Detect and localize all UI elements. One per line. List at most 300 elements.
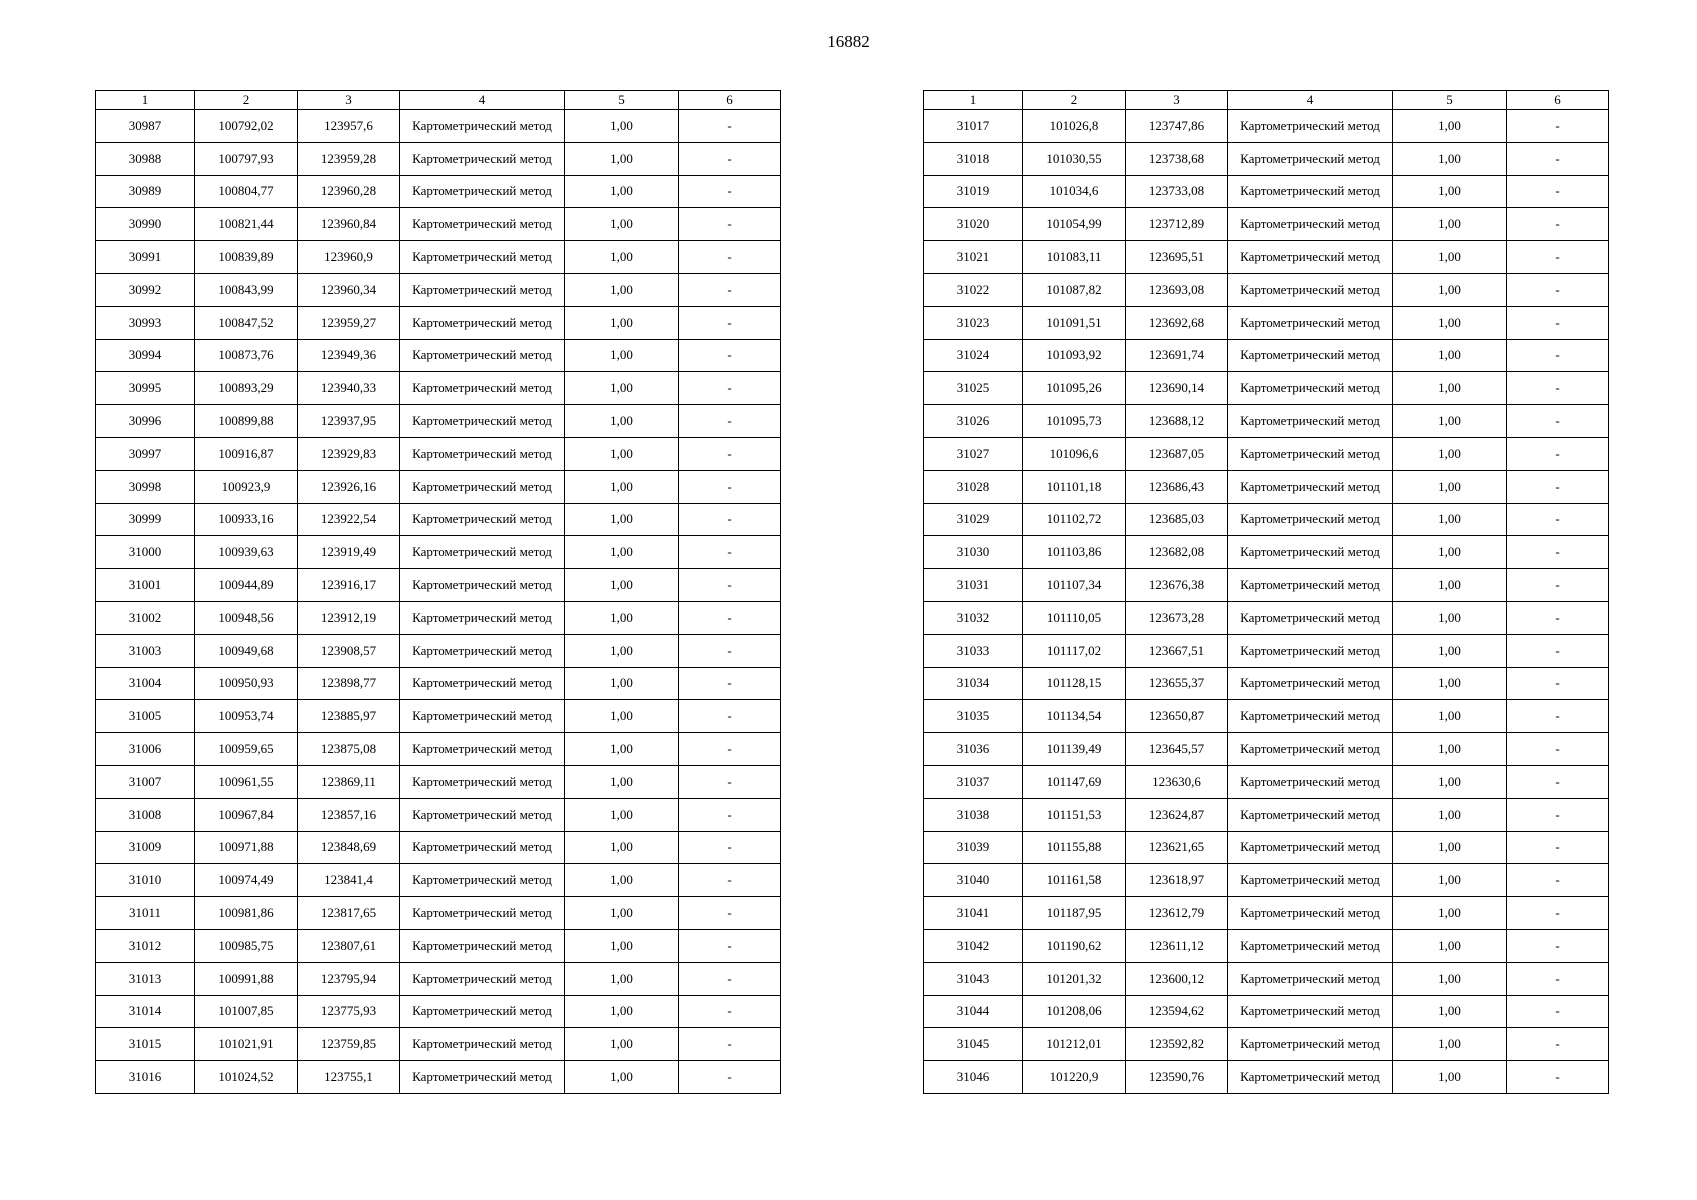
note-cell: - (679, 110, 781, 143)
y-coordinate-cell: 123841,4 (298, 864, 400, 897)
x-coordinate-cell: 101030,55 (1023, 142, 1126, 175)
method-cell: Картометрический метод (1228, 1061, 1393, 1094)
point-number-cell: 31021 (924, 241, 1023, 274)
accuracy-cell: 1,00 (565, 995, 679, 1028)
y-coordinate-cell: 123682,08 (1126, 536, 1228, 569)
table-row (96, 273, 781, 306)
note-cell: - (1507, 995, 1609, 1028)
y-coordinate-cell: 123817,65 (298, 897, 400, 930)
point-number-cell: 31044 (924, 995, 1023, 1028)
table-row (924, 110, 1609, 143)
method-cell: Картометрический метод (1228, 175, 1393, 208)
accuracy-cell: 1,00 (565, 208, 679, 241)
y-coordinate-cell: 123857,16 (298, 798, 400, 831)
x-coordinate-cell: 100981,86 (195, 897, 298, 930)
accuracy-cell: 1,00 (1393, 241, 1507, 274)
note-cell: - (679, 733, 781, 766)
x-coordinate-cell: 101212,01 (1023, 1028, 1126, 1061)
point-number-cell: 31025 (924, 372, 1023, 405)
y-coordinate-cell: 123848,69 (298, 831, 400, 864)
method-cell: Картометрический метод (400, 1061, 565, 1094)
method-cell: Картометрический метод (1228, 897, 1393, 930)
table-row (924, 962, 1609, 995)
method-cell: Картометрический метод (1228, 437, 1393, 470)
method-cell: Картометрический метод (400, 405, 565, 438)
table-row (924, 929, 1609, 962)
note-cell: - (679, 929, 781, 962)
column-header-2: 2 (195, 91, 298, 110)
y-coordinate-cell: 123875,08 (298, 733, 400, 766)
accuracy-cell: 1,00 (1393, 470, 1507, 503)
x-coordinate-cell: 101083,11 (1023, 241, 1126, 274)
method-cell: Картометрический метод (1228, 929, 1393, 962)
y-coordinate-cell: 123957,6 (298, 110, 400, 143)
x-coordinate-cell: 100821,44 (195, 208, 298, 241)
method-cell: Картометрический метод (1228, 273, 1393, 306)
accuracy-cell: 1,00 (565, 1028, 679, 1061)
accuracy-cell: 1,00 (1393, 372, 1507, 405)
note-cell: - (1507, 142, 1609, 175)
table-row (924, 142, 1609, 175)
method-cell: Картометрический метод (400, 667, 565, 700)
x-coordinate-cell: 100953,74 (195, 700, 298, 733)
note-cell: - (679, 634, 781, 667)
note-cell: - (1507, 798, 1609, 831)
table-row (96, 634, 781, 667)
y-coordinate-cell: 123912,19 (298, 601, 400, 634)
x-coordinate-cell: 100991,88 (195, 962, 298, 995)
point-number-cell: 30997 (96, 437, 195, 470)
note-cell: - (1507, 1028, 1609, 1061)
point-number-cell: 31017 (924, 110, 1023, 143)
method-cell: Картометрический метод (400, 798, 565, 831)
method-cell: Картометрический метод (400, 995, 565, 1028)
note-cell: - (1507, 241, 1609, 274)
method-cell: Картометрический метод (400, 175, 565, 208)
accuracy-cell: 1,00 (1393, 306, 1507, 339)
point-number-cell: 31024 (924, 339, 1023, 372)
accuracy-cell: 1,00 (1393, 1028, 1507, 1061)
y-coordinate-cell: 123667,51 (1126, 634, 1228, 667)
method-cell: Картометрический метод (1228, 569, 1393, 602)
x-coordinate-cell: 100948,56 (195, 601, 298, 634)
method-cell: Картометрический метод (1228, 765, 1393, 798)
note-cell: - (1507, 208, 1609, 241)
table-row (96, 700, 781, 733)
point-number-cell: 31031 (924, 569, 1023, 602)
y-coordinate-cell: 123926,16 (298, 470, 400, 503)
accuracy-cell: 1,00 (1393, 864, 1507, 897)
note-cell: - (679, 372, 781, 405)
point-number-cell: 31033 (924, 634, 1023, 667)
y-coordinate-cell: 123612,79 (1126, 897, 1228, 930)
table-row (924, 864, 1609, 897)
x-coordinate-cell: 100949,68 (195, 634, 298, 667)
column-header-3: 3 (1126, 91, 1228, 110)
method-cell: Картометрический метод (1228, 601, 1393, 634)
y-coordinate-cell: 123949,36 (298, 339, 400, 372)
y-coordinate-cell: 123807,61 (298, 929, 400, 962)
point-number-cell: 31011 (96, 897, 195, 930)
point-number-cell: 30989 (96, 175, 195, 208)
table-row (924, 241, 1609, 274)
table-row (96, 175, 781, 208)
y-coordinate-cell: 123908,57 (298, 634, 400, 667)
method-cell: Картометрический метод (400, 470, 565, 503)
y-coordinate-cell: 123712,89 (1126, 208, 1228, 241)
x-coordinate-cell: 101117,02 (1023, 634, 1126, 667)
method-cell: Картометрический метод (1228, 405, 1393, 438)
table-row (96, 831, 781, 864)
x-coordinate-cell: 101095,73 (1023, 405, 1126, 438)
y-coordinate-cell: 123922,54 (298, 503, 400, 536)
table-row (96, 437, 781, 470)
point-number-cell: 31042 (924, 929, 1023, 962)
method-cell: Картометрический метод (1228, 470, 1393, 503)
x-coordinate-cell: 100873,76 (195, 339, 298, 372)
method-cell: Картометрический метод (1228, 995, 1393, 1028)
note-cell: - (679, 503, 781, 536)
table-row (96, 110, 781, 143)
point-number-cell: 31043 (924, 962, 1023, 995)
method-cell: Картометрический метод (400, 962, 565, 995)
y-coordinate-cell: 123630,6 (1126, 765, 1228, 798)
note-cell: - (679, 273, 781, 306)
x-coordinate-cell: 100847,52 (195, 306, 298, 339)
point-number-cell: 31014 (96, 995, 195, 1028)
y-coordinate-cell: 123916,17 (298, 569, 400, 602)
point-number-cell: 31006 (96, 733, 195, 766)
x-coordinate-cell: 100967,84 (195, 798, 298, 831)
x-coordinate-cell: 100974,49 (195, 864, 298, 897)
x-coordinate-cell: 101107,34 (1023, 569, 1126, 602)
accuracy-cell: 1,00 (565, 142, 679, 175)
column-header-1: 1 (96, 91, 195, 110)
y-coordinate-cell: 123645,57 (1126, 733, 1228, 766)
y-coordinate-cell: 123618,97 (1126, 864, 1228, 897)
note-cell: - (1507, 437, 1609, 470)
note-cell: - (1507, 634, 1609, 667)
point-number-cell: 31041 (924, 897, 1023, 930)
point-number-cell: 31000 (96, 536, 195, 569)
note-cell: - (679, 405, 781, 438)
table-row (96, 995, 781, 1028)
note-cell: - (1507, 273, 1609, 306)
table-row (924, 503, 1609, 536)
accuracy-cell: 1,00 (1393, 601, 1507, 634)
y-coordinate-cell: 123937,95 (298, 405, 400, 438)
method-cell: Картометрический метод (400, 765, 565, 798)
point-number-cell: 31038 (924, 798, 1023, 831)
y-coordinate-cell: 123691,74 (1126, 339, 1228, 372)
x-coordinate-cell: 101187,95 (1023, 897, 1126, 930)
y-coordinate-cell: 123869,11 (298, 765, 400, 798)
note-cell: - (1507, 962, 1609, 995)
table-row (924, 569, 1609, 602)
x-coordinate-cell: 101101,18 (1023, 470, 1126, 503)
note-cell: - (1507, 569, 1609, 602)
method-cell: Картометрический метод (1228, 634, 1393, 667)
x-coordinate-cell: 100804,77 (195, 175, 298, 208)
table-row (924, 405, 1609, 438)
note-cell: - (1507, 733, 1609, 766)
y-coordinate-cell: 123919,49 (298, 536, 400, 569)
table-row (924, 733, 1609, 766)
table-row (924, 536, 1609, 569)
y-coordinate-cell: 123959,28 (298, 142, 400, 175)
table-row (96, 372, 781, 405)
table-row (96, 897, 781, 930)
table-row (924, 1061, 1609, 1094)
x-coordinate-cell: 100985,75 (195, 929, 298, 962)
accuracy-cell: 1,00 (1393, 1061, 1507, 1094)
page-number: 16882 (827, 32, 870, 51)
accuracy-cell: 1,00 (1393, 929, 1507, 962)
table-row (924, 339, 1609, 372)
point-number-cell: 31023 (924, 306, 1023, 339)
accuracy-cell: 1,00 (565, 897, 679, 930)
note-cell: - (679, 339, 781, 372)
x-coordinate-cell: 100792,02 (195, 110, 298, 143)
column-header-2: 2 (1023, 91, 1126, 110)
y-coordinate-cell: 123695,51 (1126, 241, 1228, 274)
method-cell: Картометрический метод (1228, 798, 1393, 831)
column-header-6: 6 (679, 91, 781, 110)
y-coordinate-cell: 123960,28 (298, 175, 400, 208)
note-cell: - (1507, 372, 1609, 405)
x-coordinate-cell: 101007,85 (195, 995, 298, 1028)
y-coordinate-cell: 123960,84 (298, 208, 400, 241)
note-cell: - (1507, 929, 1609, 962)
table-row (96, 601, 781, 634)
note-cell: - (679, 798, 781, 831)
method-cell: Картометрический метод (400, 601, 565, 634)
point-number-cell: 31039 (924, 831, 1023, 864)
table-row (96, 241, 781, 274)
method-cell: Картометрический метод (400, 372, 565, 405)
accuracy-cell: 1,00 (565, 864, 679, 897)
point-number-cell: 31004 (96, 667, 195, 700)
note-cell: - (679, 208, 781, 241)
y-coordinate-cell: 123747,86 (1126, 110, 1228, 143)
note-cell: - (679, 831, 781, 864)
point-number-cell: 31029 (924, 503, 1023, 536)
table-row (96, 733, 781, 766)
accuracy-cell: 1,00 (565, 962, 679, 995)
x-coordinate-cell: 100959,65 (195, 733, 298, 766)
accuracy-cell: 1,00 (1393, 536, 1507, 569)
method-cell: Картометрический метод (400, 273, 565, 306)
point-number-cell: 31008 (96, 798, 195, 831)
note-cell: - (679, 470, 781, 503)
note-cell: - (1507, 897, 1609, 930)
x-coordinate-cell: 101093,92 (1023, 339, 1126, 372)
note-cell: - (679, 569, 781, 602)
method-cell: Картометрический метод (1228, 306, 1393, 339)
y-coordinate-cell: 123733,08 (1126, 175, 1228, 208)
accuracy-cell: 1,00 (565, 273, 679, 306)
column-header-5: 5 (565, 91, 679, 110)
accuracy-cell: 1,00 (565, 634, 679, 667)
column-header-4: 4 (1228, 91, 1393, 110)
table-header-row (96, 91, 781, 110)
y-coordinate-cell: 123898,77 (298, 667, 400, 700)
table-row (924, 437, 1609, 470)
accuracy-cell: 1,00 (1393, 733, 1507, 766)
point-number-cell: 31037 (924, 765, 1023, 798)
note-cell: - (1507, 306, 1609, 339)
x-coordinate-cell: 100939,63 (195, 536, 298, 569)
note-cell: - (1507, 536, 1609, 569)
y-coordinate-cell: 123590,76 (1126, 1061, 1228, 1094)
accuracy-cell: 1,00 (1393, 897, 1507, 930)
note-cell: - (679, 142, 781, 175)
table-row (924, 175, 1609, 208)
method-cell: Картометрический метод (1228, 110, 1393, 143)
y-coordinate-cell: 123960,34 (298, 273, 400, 306)
table-row (96, 962, 781, 995)
accuracy-cell: 1,00 (565, 175, 679, 208)
x-coordinate-cell: 101201,32 (1023, 962, 1126, 995)
method-cell: Картометрический метод (1228, 503, 1393, 536)
note-cell: - (679, 241, 781, 274)
accuracy-cell: 1,00 (565, 470, 679, 503)
accuracy-cell: 1,00 (565, 601, 679, 634)
accuracy-cell: 1,00 (565, 831, 679, 864)
accuracy-cell: 1,00 (1393, 667, 1507, 700)
table-row (96, 798, 781, 831)
x-coordinate-cell: 101110,05 (1023, 601, 1126, 634)
point-number-cell: 31007 (96, 765, 195, 798)
method-cell: Картометрический метод (1228, 700, 1393, 733)
y-coordinate-cell: 123673,28 (1126, 601, 1228, 634)
method-cell: Картометрический метод (400, 437, 565, 470)
method-cell: Картометрический метод (1228, 208, 1393, 241)
table-row (924, 831, 1609, 864)
x-coordinate-cell: 101147,69 (1023, 765, 1126, 798)
accuracy-cell: 1,00 (1393, 700, 1507, 733)
point-number-cell: 30988 (96, 142, 195, 175)
x-coordinate-cell: 100893,29 (195, 372, 298, 405)
accuracy-cell: 1,00 (565, 372, 679, 405)
table-row (96, 306, 781, 339)
note-cell: - (1507, 110, 1609, 143)
table-row (924, 372, 1609, 405)
method-cell: Картометрический метод (400, 700, 565, 733)
accuracy-cell: 1,00 (1393, 437, 1507, 470)
accuracy-cell: 1,00 (565, 241, 679, 274)
y-coordinate-cell: 123688,12 (1126, 405, 1228, 438)
x-coordinate-cell: 101054,99 (1023, 208, 1126, 241)
point-number-cell: 31002 (96, 601, 195, 634)
method-cell: Картометрический метод (1228, 372, 1393, 405)
point-number-cell: 31019 (924, 175, 1023, 208)
y-coordinate-cell: 123940,33 (298, 372, 400, 405)
accuracy-cell: 1,00 (565, 339, 679, 372)
y-coordinate-cell: 123795,94 (298, 962, 400, 995)
accuracy-cell: 1,00 (565, 536, 679, 569)
y-coordinate-cell: 123759,85 (298, 1028, 400, 1061)
point-number-cell: 31018 (924, 142, 1023, 175)
accuracy-cell: 1,00 (565, 306, 679, 339)
point-number-cell: 31001 (96, 569, 195, 602)
note-cell: - (679, 700, 781, 733)
point-number-cell: 31012 (96, 929, 195, 962)
y-coordinate-cell: 123885,97 (298, 700, 400, 733)
point-number-cell: 31015 (96, 1028, 195, 1061)
column-header-4: 4 (400, 91, 565, 110)
table-row (924, 798, 1609, 831)
accuracy-cell: 1,00 (1393, 831, 1507, 864)
y-coordinate-cell: 123960,9 (298, 241, 400, 274)
point-number-cell: 31009 (96, 831, 195, 864)
method-cell: Картометрический метод (400, 339, 565, 372)
method-cell: Картометрический метод (1228, 339, 1393, 372)
point-number-cell: 30991 (96, 241, 195, 274)
table-row (96, 142, 781, 175)
y-coordinate-cell: 123755,1 (298, 1061, 400, 1094)
point-number-cell: 31022 (924, 273, 1023, 306)
note-cell: - (1507, 175, 1609, 208)
y-coordinate-cell: 123600,12 (1126, 962, 1228, 995)
x-coordinate-cell: 100923,9 (195, 470, 298, 503)
method-cell: Картометрический метод (400, 241, 565, 274)
note-cell: - (1507, 1061, 1609, 1094)
point-number-cell: 30994 (96, 339, 195, 372)
table-row (96, 503, 781, 536)
x-coordinate-cell: 101155,88 (1023, 831, 1126, 864)
method-cell: Картометрический метод (400, 929, 565, 962)
note-cell: - (679, 175, 781, 208)
accuracy-cell: 1,00 (565, 733, 679, 766)
accuracy-cell: 1,00 (1393, 339, 1507, 372)
method-cell: Картометрический метод (400, 1028, 565, 1061)
x-coordinate-cell: 100950,93 (195, 667, 298, 700)
point-number-cell: 31020 (924, 208, 1023, 241)
point-number-cell: 31010 (96, 864, 195, 897)
y-coordinate-cell: 123650,87 (1126, 700, 1228, 733)
point-number-cell: 31005 (96, 700, 195, 733)
x-coordinate-cell: 101128,15 (1023, 667, 1126, 700)
method-cell: Картометрический метод (1228, 142, 1393, 175)
point-number-cell: 31027 (924, 437, 1023, 470)
y-coordinate-cell: 123687,05 (1126, 437, 1228, 470)
table-row (924, 765, 1609, 798)
note-cell: - (679, 601, 781, 634)
table-row (96, 569, 781, 602)
table-row (924, 897, 1609, 930)
coordinates-table-left (95, 90, 781, 1094)
table-row (924, 700, 1609, 733)
y-coordinate-cell: 123655,37 (1126, 667, 1228, 700)
note-cell: - (1507, 503, 1609, 536)
note-cell: - (1507, 339, 1609, 372)
accuracy-cell: 1,00 (1393, 962, 1507, 995)
table-row (96, 1028, 781, 1061)
method-cell: Картометрический метод (400, 503, 565, 536)
coordinates-table-right (923, 90, 1609, 1094)
x-coordinate-cell: 100899,88 (195, 405, 298, 438)
method-cell: Картометрический метод (400, 142, 565, 175)
table-row (96, 765, 781, 798)
accuracy-cell: 1,00 (565, 667, 679, 700)
accuracy-cell: 1,00 (565, 569, 679, 602)
table-row (96, 208, 781, 241)
x-coordinate-cell: 100843,99 (195, 273, 298, 306)
accuracy-cell: 1,00 (1393, 765, 1507, 798)
table-row (924, 995, 1609, 1028)
accuracy-cell: 1,00 (1393, 503, 1507, 536)
